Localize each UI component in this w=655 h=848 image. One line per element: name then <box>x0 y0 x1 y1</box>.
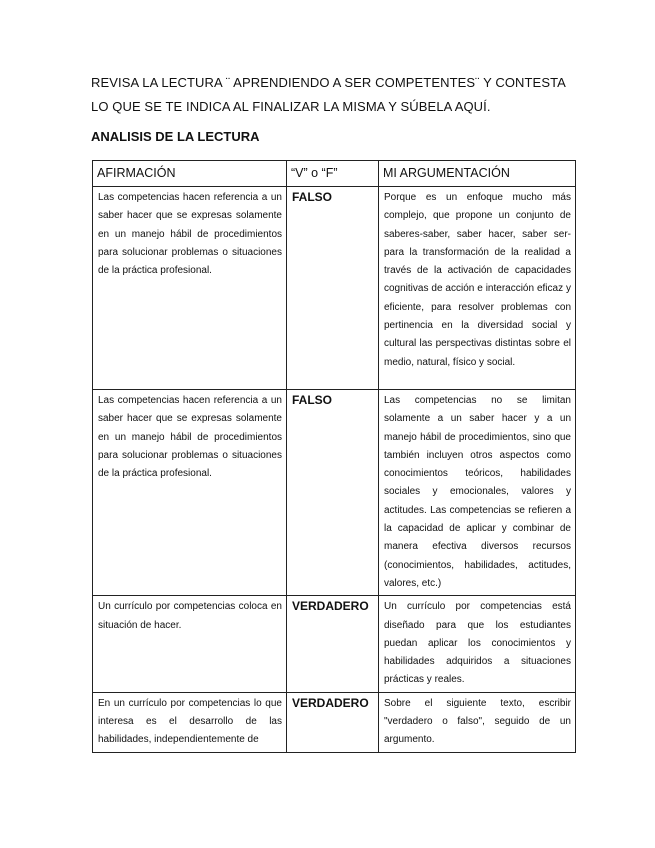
header-affirmation: AFIRMACIÓN <box>93 161 287 187</box>
affirmation-cell: Un currículo por competencias coloca en situación de hacer. <box>93 596 287 692</box>
argument-cell: Un currículo por competencias está diseñado para que los estudiantes puedan aplicar los conocimientos y habilidades adquiridos a situaciones prácticas y reales. <box>379 596 576 692</box>
verdict-cell: VERDADERO <box>287 692 379 752</box>
analysis-table <box>92 160 576 753</box>
instructions-line-1: REVISA LA LECTURA ¨ APRENDIENDO A SER COMPETENTES¨ Y CONTESTA <box>91 75 566 90</box>
header-verdict: “V” o “F” <box>287 161 379 187</box>
instructions-line-2: LO QUE SE TE INDICA AL FINALIZAR LA MISMA Y SÚBELA AQUÍ. <box>91 99 491 114</box>
verdict-cell: FALSO <box>287 187 379 390</box>
header-argument: MI ARGUMENTACIÓN <box>379 161 576 187</box>
verdict-cell: FALSO <box>287 390 379 596</box>
section-title: ANALISIS DE LA LECTURA <box>91 129 260 144</box>
affirmation-cell: Las competencias hacen referencia a un saber hacer que se expresas solamente en un manejo hábil de procedimientos para solucionar problemas o situaciones de la práctica profesional. <box>93 390 287 596</box>
table-row <box>93 187 576 390</box>
table-row <box>93 596 576 692</box>
argument-cell: Sobre el siguiente texto, escribir "verdadero o falso", seguido de un argumento. <box>379 692 576 752</box>
table-header-row <box>93 161 576 187</box>
argument-cell: Porque es un enfoque mucho más complejo, que propone un conjunto de saberes-saber, saber hacer, saber ser-para la transformación de la realidad a través de la activación de capacidades cognitivas de acción e interacción eficaz y eficiente, para resolver problemas con pertinencia en la diversidad social y cultural las perspectivas distintas sobre el medio, natural, físico y social. <box>379 187 576 390</box>
table-row <box>93 692 576 752</box>
verdict-cell: VERDADERO <box>287 596 379 692</box>
affirmation-cell: En un currículo por competencias lo que interesa es el desarrollo de las habilidades, independientemente de <box>93 692 287 752</box>
table-row <box>93 390 576 596</box>
affirmation-cell: Las competencias hacen referencia a un saber hacer que se expresas solamente en un manejo hábil de procedimientos para solucionar problemas o situaciones de la práctica profesional. <box>93 187 287 390</box>
argument-cell: Las competencias no se limitan solamente a un saber hacer y a un manejo hábil de procedimientos, sino que también incluyen otros aspectos como conocimientos teóricos, habilidades sociales y emocionales, valores y actitudes. Las competencias se refieren a la capacidad de aplicar y combinar de manera efectiva diversos recursos (conocimientos, habilidades, actitudes, valores, etc.) <box>379 390 576 596</box>
instructions <box>91 71 581 119</box>
